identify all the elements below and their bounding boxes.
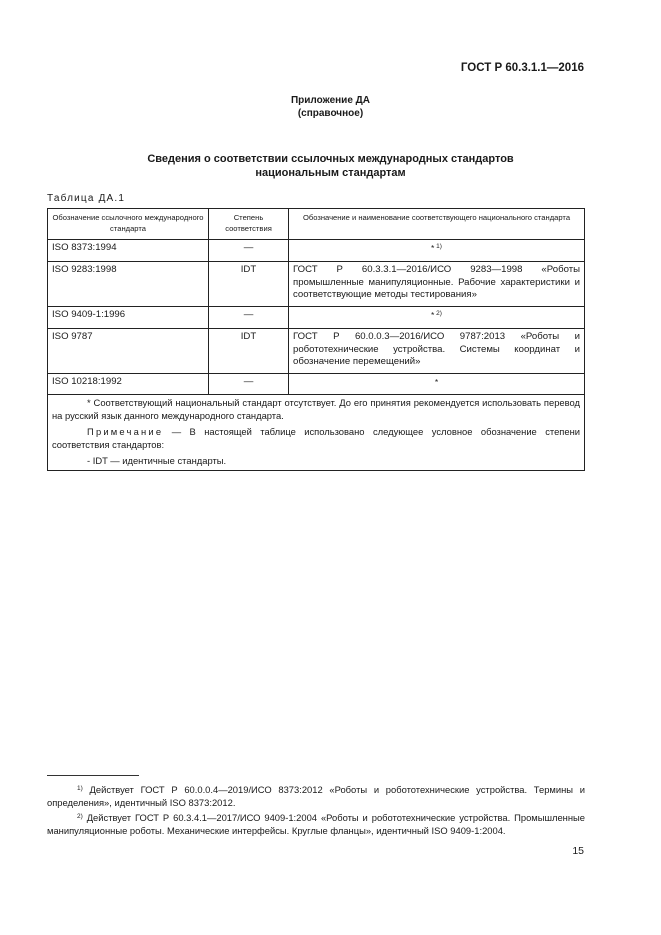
table-row <box>48 374 585 395</box>
annex-title: Приложение ДА <box>290 95 371 106</box>
cell-international-standard: ISO 9283:1998 <box>48 262 209 307</box>
cell-national-standard: ГОСТ Р 60.0.0.3—2016/ИСО 9787:2013 «Роботы и робототехнические устройства. Системы координат и обозначение перемещений» <box>289 329 585 374</box>
cell-international-standard: ISO 9409-1:1996 <box>48 307 209 329</box>
table-row <box>48 307 585 329</box>
note-text: — В настоящей таблице использовано следующее условное обозначение степени соответствия стандартов: <box>52 426 580 450</box>
footnote-text: Действует ГОСТ Р 60.0.0.4—2019/ИСО 8373:2012 «Роботы и робототехнические устройства. Термины и определения», идентичный ISO 8373:2012. <box>47 784 585 808</box>
cell-degree: — <box>209 374 289 395</box>
table-notes-row <box>48 395 585 471</box>
cell-international-standard: ISO 9787 <box>48 329 209 374</box>
header-national-standard: Обозначение и наименование соответствующего национального стандарта <box>289 209 585 240</box>
annex-heading <box>0 94 661 120</box>
cell-degree: — <box>209 240 289 262</box>
section-title-line1: Сведения о соответствии ссылочных международных стандартов <box>147 153 514 165</box>
table-row <box>48 262 585 307</box>
document-code: ГОСТ Р 60.3.1.1—2016 <box>460 62 584 74</box>
table-header-row <box>48 209 585 240</box>
footnote-text: Действует ГОСТ Р 60.3.4.1—2017/ИСО 9409-1:2004 «Роботы и робототехнические устройства. Промышленные манипуляционные роботы. Механические интерфейсы. Круглые фланцы», идентичный ISO 9409-1:2004. <box>47 812 585 836</box>
asterisk-note: * Соответствующий национальный стандарт отсутствует. До его принятия рекомендуется использовать перевод на русский язык данного международного стандарта. <box>52 397 580 421</box>
header-international-standard: Обозначение ссылочного международного стандарта <box>48 209 209 240</box>
note-label: Примечание <box>87 426 164 437</box>
cell-international-standard: ISO 8373:1994 <box>48 240 209 262</box>
asterisk-mark: * <box>431 310 435 320</box>
table-caption: Таблица ДА.1 <box>47 193 126 204</box>
cell-degree: — <box>209 307 289 329</box>
asterisk-mark: * <box>431 243 435 253</box>
footnote-2 <box>47 812 585 837</box>
table-notes <box>48 395 585 471</box>
annex-subtitle: (справочное) <box>297 108 364 119</box>
footnote-1 <box>47 784 585 809</box>
page-number: 15 <box>572 845 584 857</box>
footnote-separator <box>47 775 139 776</box>
table-row <box>48 240 585 262</box>
cell-degree: IDT <box>209 262 289 307</box>
header-degree: Степень соответствия <box>209 209 289 240</box>
section-title-line2: национальным стандартам <box>255 167 406 179</box>
section-title <box>0 152 661 180</box>
footnote-mark: 1) <box>77 785 83 792</box>
correspondence-table <box>47 208 585 471</box>
cell-international-standard: ISO 10218:1992 <box>48 374 209 395</box>
footnote-ref: 2) <box>434 310 442 317</box>
footnote-ref: 1) <box>434 243 442 250</box>
cell-degree: IDT <box>209 329 289 374</box>
cell-national-standard <box>289 307 585 329</box>
footnote-mark: 2) <box>77 813 83 820</box>
cell-national-standard: ГОСТ Р 60.3.3.1—2016/ИСО 9283—1998 «Роботы промышленные манипуляционные. Рабочие характеристики и соответствующие методы тестирования» <box>289 262 585 307</box>
cell-national-standard: * <box>289 374 585 395</box>
note-paragraph <box>52 426 580 451</box>
cell-national-standard <box>289 240 585 262</box>
table-row <box>48 329 585 374</box>
idt-definition: - IDT — идентичные стандарты. <box>87 455 227 466</box>
